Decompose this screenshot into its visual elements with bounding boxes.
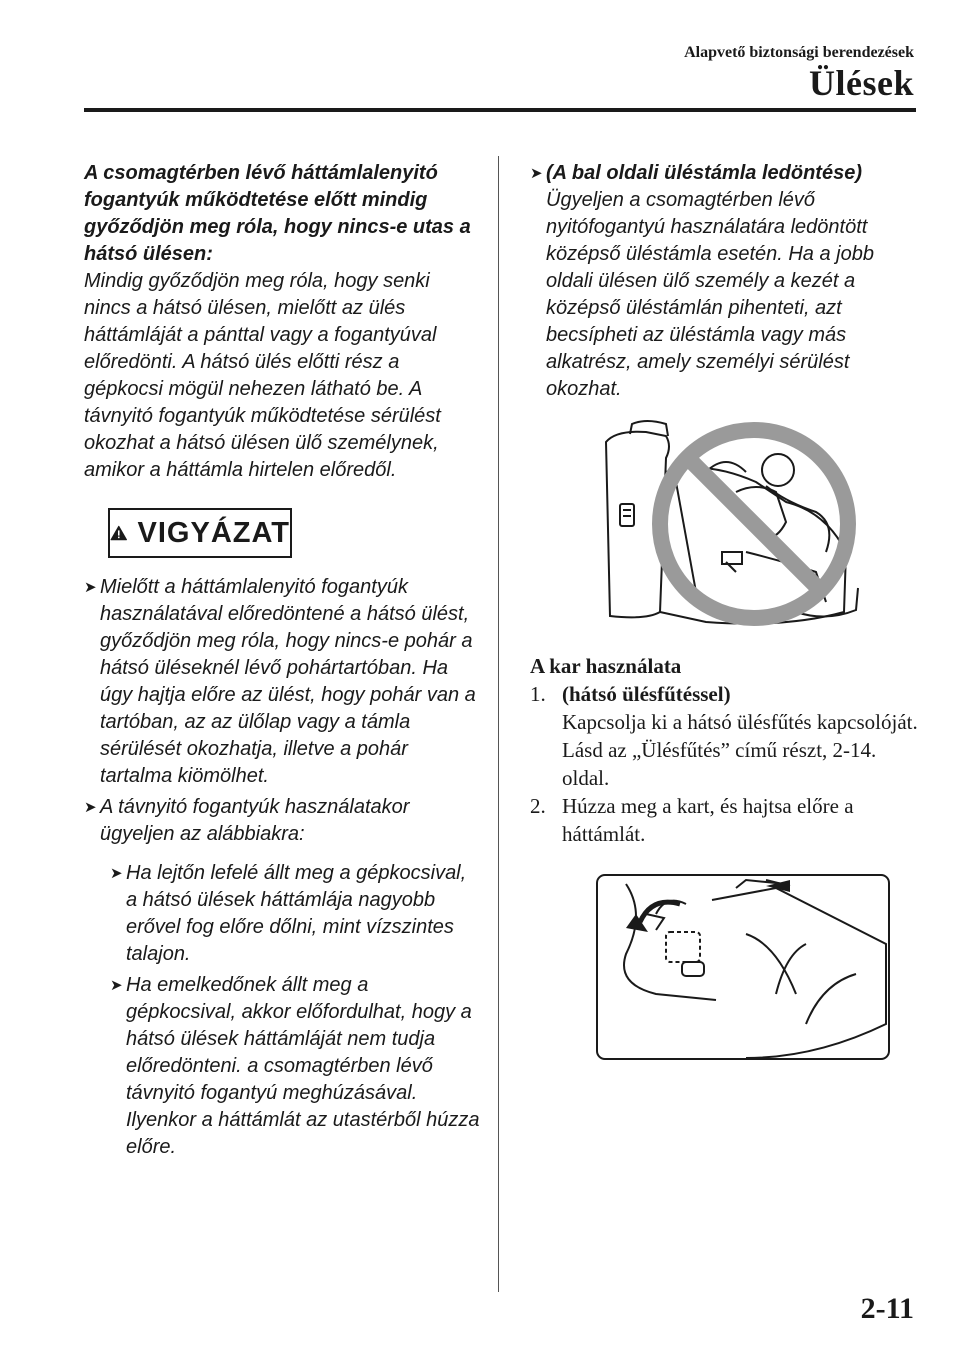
chapter-title: Ülések bbox=[809, 63, 914, 103]
page-number: 2-11 bbox=[860, 1292, 914, 1325]
caution-bullet-2: ➤ A távnyitó fogantyúk használatakor ügyeljen az alábbiakra: bbox=[84, 794, 480, 848]
seat-lever-illustration bbox=[596, 874, 890, 1060]
caution-subbullet-1: ➤ Ha lejtőn lefelé állt meg a gépkocsival, a hátsó ülések háttámlája nagyobb erővel fog előre dőlni, mint vízszintes talajon. bbox=[110, 860, 480, 968]
warning-heading: A csomagtérben lévő háttámlalenyitó fogantyúk működtetése előtt mindig győződjön meg róla, hogy nincs-e utas a hátsó ülésen: bbox=[84, 162, 471, 265]
section-label: Alapvető biztonsági berendezések bbox=[684, 44, 914, 61]
prohibited-hand-on-seat-illustration bbox=[586, 412, 876, 638]
right-column bbox=[530, 160, 920, 403]
caution-box bbox=[108, 508, 292, 558]
arrow-bullet-icon: ➤ bbox=[110, 865, 123, 882]
left-column bbox=[84, 160, 480, 484]
folding-warning-body: Ügyeljen a csomagtérben lévő nyitófogantyú használatára ledöntött középső üléstámla esetén. Ha a jobb oldali ülésen ülő személy a kezét a középső üléstámlán pihenteti, azt becsípheti az üléstámla vagy más alkatrész, amely személyi sérülést okozhat. bbox=[546, 189, 874, 400]
column-divider bbox=[498, 156, 499, 1292]
caution-label: VIGYÁZAT bbox=[137, 516, 290, 549]
warning-triangle-icon bbox=[110, 518, 128, 548]
header-rule bbox=[84, 108, 916, 112]
arrow-bullet-icon: ➤ bbox=[84, 799, 97, 816]
arrow-bullet-icon: ➤ bbox=[530, 165, 543, 182]
caution-list bbox=[84, 574, 480, 1161]
lever-heading: A kar használata bbox=[530, 654, 682, 678]
step-2: 2. Húzza meg a kart, és hajtsa előre a háttámlát. bbox=[530, 794, 854, 846]
arrow-bullet-icon: ➤ bbox=[110, 977, 123, 994]
step-1: 1. (hátsó ülésfűtéssel) Kapcsolja ki a hátsó ülésfűtés kapcsolóját. Lásd az „Ülésfűtés” című részt, 2-14. oldal. bbox=[530, 682, 918, 790]
folding-warning-bullet bbox=[530, 160, 920, 403]
warning-body: Mindig győződjön meg róla, hogy senki nincs a hátsó ülésen, mielőtt az ülés háttámláját a pánttal vagy a fogantyúval előredönti. A hátsó ülés előtti rész a gépkocsi mögül nehezen látható be. A távnyitó fogantyúk működtetése sérülést okozhat a hátsó ülésen ülő személynek, amikor a háttámla hirtelen előredől. bbox=[84, 270, 441, 481]
caution-subbullet-2: ➤ Ha emelkedőnek állt meg a gépkocsival, akkor előfordulhat, hogy a hátsó ülések háttámláját nem tudja előredönteni. a csomagtérben lévő távnyitó fogantyú meghúzásával. Ilyenkor a háttámlát az utastérből húzza előre. bbox=[110, 972, 480, 1161]
caution-bullet-1: ➤ Mielőtt a háttámlalenyitó fogantyúk használatával előredöntené a hátsó ülést, győződjön meg róla, hogy nincs-e pohár a hátsó üléseknél lévő pohártartóban. Ha úgy hajtja előre az ülést, hogy pohár van a tartóban, az az ülőlap vagy a támla sérülését okozhatja, illetve a pohár tartalma kiömölhet. bbox=[84, 574, 480, 790]
lever-section bbox=[530, 652, 920, 848]
folding-warning-heading: (A bal oldali üléstámla ledöntése) bbox=[546, 162, 862, 184]
arrow-bullet-icon: ➤ bbox=[84, 579, 97, 596]
